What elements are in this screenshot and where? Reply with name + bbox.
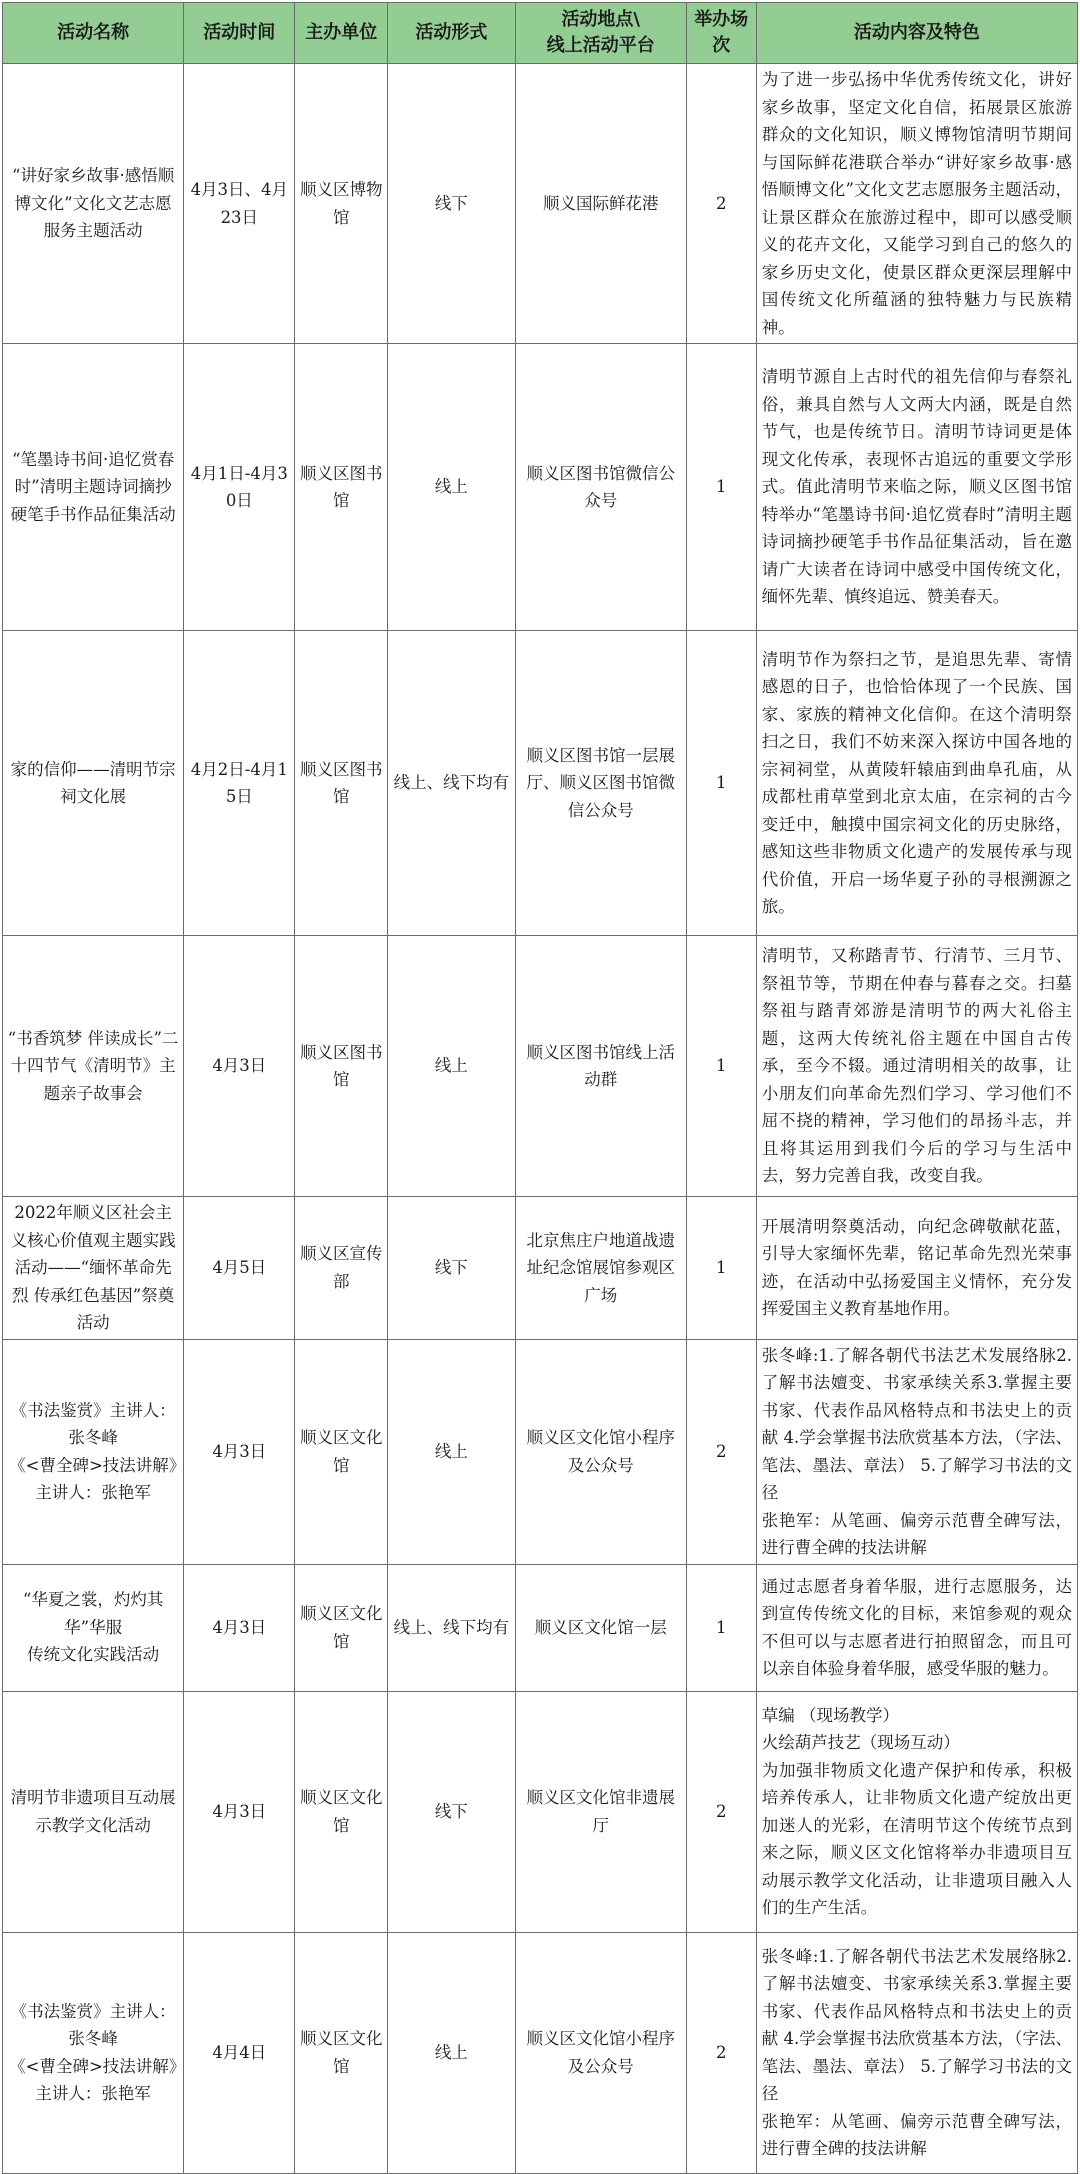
cell-activity-time: 4月5日 — [184, 1197, 295, 1340]
table-row — [3, 1564, 1078, 1691]
header-activity-time: 活动时间 — [184, 3, 295, 64]
cell-content-features: 清明节源自上古时代的祖先信仰与春祭礼俗，兼具自然与人文两大内涵，既是自然节气，也是传统节日。清明节诗词更是体现文化传承，表现怀古追远的重要文学形式。值此清明节来临之际，顺义区图书馆特举办“笔墨诗书间·追忆赏春时”清明主题诗词摘抄硬笔手书作品征集活动，旨在邀请广大读者在诗词中感受中国传统文化，缅怀先辈、慎终追远、赞美春天。 — [756, 344, 1077, 631]
cell-location-platform: 顺义国际鲜花港 — [515, 64, 686, 344]
cell-activity-form: 线上 — [388, 344, 516, 631]
cell-activity-time: 4月3日 — [184, 1339, 295, 1564]
cell-location-platform: 顺义区文化馆小程序及公众号 — [515, 1932, 686, 2173]
cell-content-features: 为了进一步弘扬中华优秀传统文化，讲好家乡故事，坚定文化自信，拓展景区旅游群众的文化知识，顺义博物馆清明节期间与国际鲜花港联合举办“讲好家乡故事·感悟顺博文化”文化文艺志愿服务主题活动，让景区群众在旅游过程中，即可以感受顺义的花卉文化，又能学习到自己的悠久的家乡历史文化，使景区群众更深层理解中国传统文化所蕴涵的独特魅力与民族精神。 — [756, 64, 1077, 344]
table-row — [3, 1932, 1078, 2173]
cell-content-features: 张冬峰:1.了解各朝代书法艺术发展络脉2.了解书法嬗变、书家承续关系3.掌握主要书家、代表作品风格特点和书法史上的贡献 4.学会掌握书法欣赏基本方法，（字法、笔法、墨法、章法） 5.了解学习书法的文径 张艳军：从笔画、偏旁示范曹全碑写法，进行曹全碑的技法讲解 — [756, 1932, 1077, 2173]
cell-activity-form: 线上、线下均有 — [388, 631, 516, 936]
header-activity-name: 活动名称 — [3, 3, 184, 64]
cell-content-features: 草编 （现场教学） 火绘葫芦技艺（现场互动） 为加强非物质文化遗产保护和传承，积极培养传承人，让非物质文化遗产绽放出更加迷人的光彩，在清明节这个传统节点到来之际，顺义区文化馆将举办非遗项目互动展示教学文化活动，让非遗项目融入人们的生产生活。 — [756, 1691, 1077, 1932]
cell-session-count: 2 — [686, 1339, 756, 1564]
cell-activity-name: “笔墨诗书间·追忆赏春时”清明主题诗词摘抄硬笔手书作品征集活动 — [3, 344, 184, 631]
cell-activity-name: 《书法鉴赏》主讲人：张冬峰 《<曹全碑>技法讲解》主讲人：张艳军 — [3, 1339, 184, 1564]
table-row — [3, 1691, 1078, 1932]
cell-activity-name: “华夏之裳，灼灼其华”华服 传统文化实践活动 — [3, 1564, 184, 1691]
cell-organizer: 顺义区文化馆 — [295, 1564, 388, 1691]
event-schedule-table — [2, 2, 1078, 2174]
cell-location-platform: 顺义区图书馆线上活动群 — [515, 936, 686, 1197]
table-row — [3, 64, 1078, 344]
cell-activity-form: 线下 — [388, 1691, 516, 1932]
cell-content-features: 清明节，又称踏青节、行清节、三月节、祭祖节等，节期在仲春与暮春之交。扫墓祭祖与踏青郊游是清明节的两大礼俗主题，这两大传统礼俗主题在中国自古传承，至今不辍。通过清明相关的故事，让小朋友们向革命先烈们学习、学习他们不屈不挠的精神，学习他们的昂扬斗志，并且将其运用到我们今后的学习与生活中去，努力完善自我，改变自我。 — [756, 936, 1077, 1197]
cell-activity-form: 线下 — [388, 1197, 516, 1340]
cell-session-count: 1 — [686, 936, 756, 1197]
cell-session-count: 1 — [686, 631, 756, 936]
table-row — [3, 936, 1078, 1197]
header-content-features: 活动内容及特色 — [756, 3, 1077, 64]
header-location-platform: 活动地点\ 线上活动平台 — [515, 3, 686, 64]
cell-organizer: 顺义区文化馆 — [295, 1932, 388, 2173]
cell-activity-time: 4月2日-4月15日 — [184, 631, 295, 936]
cell-activity-time: 4月4日 — [184, 1932, 295, 2173]
cell-activity-time: 4月1日-4月30日 — [184, 344, 295, 631]
cell-organizer: 顺义区图书馆 — [295, 631, 388, 936]
cell-activity-time: 4月3日 — [184, 1691, 295, 1932]
cell-location-platform: 顺义区文化馆非遗展厅 — [515, 1691, 686, 1932]
table-row — [3, 631, 1078, 936]
cell-session-count: 2 — [686, 1932, 756, 2173]
cell-activity-name: 家的信仰——清明节宗祠文化展 — [3, 631, 184, 936]
cell-activity-time: 4月3日 — [184, 1564, 295, 1691]
cell-organizer: 顺义区宣传部 — [295, 1197, 388, 1340]
cell-session-count: 2 — [686, 1691, 756, 1932]
cell-activity-time: 4月3日 — [184, 936, 295, 1197]
cell-session-count: 2 — [686, 64, 756, 344]
cell-organizer: 顺义区博物馆 — [295, 64, 388, 344]
cell-content-features: 张冬峰:1.了解各朝代书法艺术发展络脉2.了解书法嬗变、书家承续关系3.掌握主要书家、代表作品风格特点和书法史上的贡献 4.学会掌握书法欣赏基本方法，（字法、笔法、墨法、章法） 5.了解学习书法的文径 张艳军：从笔画、偏旁示范曹全碑写法，进行曹全碑的技法讲解 — [756, 1339, 1077, 1564]
cell-activity-form: 线上 — [388, 936, 516, 1197]
cell-activity-form: 线上 — [388, 1932, 516, 2173]
cell-content-features: 开展清明祭奠活动，向纪念碑敬献花蓝，引导大家缅怀先辈，铭记革命先烈光荣事迹，在活动中弘扬爱国主义情怀，充分发挥爱国主义教育基地作用。 — [756, 1197, 1077, 1340]
cell-location-platform: 顺义区图书馆微信公众号 — [515, 344, 686, 631]
cell-session-count: 1 — [686, 1564, 756, 1691]
cell-location-platform: 北京焦庄户地道战遗址纪念馆展馆参观区广场 — [515, 1197, 686, 1340]
cell-activity-form: 线上 — [388, 1339, 516, 1564]
cell-content-features: 清明节作为祭扫之节，是追思先辈、寄情感恩的日子，也恰恰体现了一个民族、国家、家族的精神文化信仰。在这个清明祭扫之日，我们不妨来深入探访中国各地的宗祠祠堂，从黄陵轩辕庙到曲阜孔庙，从成都杜甫草堂到北京太庙，在宗祠的古今变迁中，触摸中国宗祠文化的历史脉络，感知这些非物质文化遗产的发展传承与现代价值，开启一场华夏子孙的寻根溯源之旅。 — [756, 631, 1077, 936]
cell-activity-form: 线下 — [388, 64, 516, 344]
cell-activity-name: “讲好家乡故事·感悟顺博文化”文化文艺志愿服务主题活动 — [3, 64, 184, 344]
cell-activity-form: 线上、线下均有 — [388, 1564, 516, 1691]
header-session-count: 举办场次 — [686, 3, 756, 64]
cell-activity-name: “书香筑梦 伴读成长”二十四节气《清明节》主题亲子故事会 — [3, 936, 184, 1197]
cell-location-platform: 顺义区文化馆一层 — [515, 1564, 686, 1691]
cell-activity-time: 4月3日、4月23日 — [184, 64, 295, 344]
cell-session-count: 1 — [686, 1197, 756, 1340]
cell-organizer: 顺义区图书馆 — [295, 936, 388, 1197]
cell-activity-name: 2022年顺义区社会主义核心价值观主题实践活动——“缅怀革命先烈 传承红色基因”祭奠活动 — [3, 1197, 184, 1340]
cell-organizer: 顺义区文化馆 — [295, 1691, 388, 1932]
cell-activity-name: 《书法鉴赏》主讲人：张冬峰 《<曹全碑>技法讲解》主讲人：张艳军 — [3, 1932, 184, 2173]
table-header — [3, 3, 1078, 64]
header-row — [3, 3, 1078, 64]
cell-session-count: 1 — [686, 344, 756, 631]
cell-organizer: 顺义区图书馆 — [295, 344, 388, 631]
table-row — [3, 1339, 1078, 1564]
header-activity-form: 活动形式 — [388, 3, 516, 64]
cell-content-features: 通过志愿者身着华服，进行志愿服务，达到宣传传统文化的目标，来馆参观的观众不但可以与志愿者进行拍照留念，而且可以亲自体验身着华服，感受华服的魅力。 — [756, 1564, 1077, 1691]
cell-location-platform: 顺义区图书馆一层展厅、顺义区图书馆微信公众号 — [515, 631, 686, 936]
cell-location-platform: 顺义区文化馆小程序及公众号 — [515, 1339, 686, 1564]
table-body — [3, 64, 1078, 2174]
header-organizer: 主办单位 — [295, 3, 388, 64]
table-row — [3, 344, 1078, 631]
table-row — [3, 1197, 1078, 1340]
cell-activity-name: 清明节非遗项目互动展示教学文化活动 — [3, 1691, 184, 1932]
cell-organizer: 顺义区文化馆 — [295, 1339, 388, 1564]
